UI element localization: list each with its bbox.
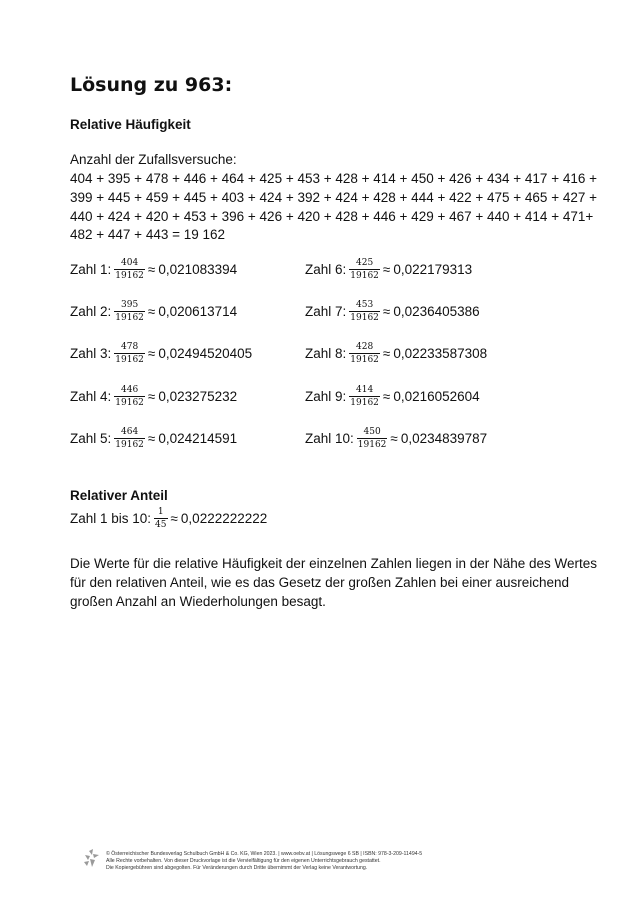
denominator: 19162 xyxy=(357,440,387,450)
row-label: Zahl 10: xyxy=(305,431,354,446)
numerator: 404 xyxy=(121,258,139,268)
sum-line: 440 + 424 + 420 + 453 + 396 + 426 + 420 + 428 + 446 + 429 + 467 + 440 + 414 + 471+ xyxy=(70,208,594,224)
fraction xyxy=(114,385,145,408)
frequency-row xyxy=(305,427,487,450)
approx-sign: ≈ xyxy=(170,511,178,526)
denominator: 45 xyxy=(155,520,167,530)
footer-line: Die Kopiergebühren sind abgegolten. Für Veränderungen durch Dritte übernimmt der Verlag keine Verantwortung. xyxy=(106,865,368,871)
row-label: Zahl 1 bis 10: xyxy=(70,511,152,526)
denominator: 19162 xyxy=(350,313,379,323)
conclusion-paragraph xyxy=(70,555,598,611)
fraction xyxy=(349,385,380,408)
denominator: 19162 xyxy=(115,355,144,365)
row-value: 0,0216052604 xyxy=(393,389,480,404)
approx-sign: ≈ xyxy=(147,304,156,319)
fraction xyxy=(114,342,145,365)
relative-share-row xyxy=(70,507,267,530)
paragraph-line: großen Anzahl an Wiederholungen besagt. xyxy=(70,593,326,609)
frequency-row xyxy=(305,385,480,408)
sum-line: 404 + 395 + 478 + 446 + 464 + 425 + 453 + 428 + 414 + 450 + 426 + 434 + 417 + 416 + xyxy=(70,171,597,186)
page-title: Lösung zu 963: xyxy=(70,74,233,96)
approx-sign: ≈ xyxy=(382,304,391,319)
denominator: 19162 xyxy=(350,398,379,408)
fraction xyxy=(349,258,380,281)
frequency-row xyxy=(70,258,237,281)
row-value: 0,023275232 xyxy=(158,389,238,404)
frequency-row xyxy=(70,385,237,408)
approx-sign: ≈ xyxy=(382,262,391,277)
approx-sign: ≈ xyxy=(382,389,391,404)
row-label: Zahl 8: xyxy=(305,346,347,361)
sum-line: 399 + 445 + 459 + 445 + 403 + 424 + 392 + 424 + 428 + 444 + 422 + 475 + 465 + 427 + xyxy=(70,189,597,205)
row-label: Zahl 9: xyxy=(305,389,347,404)
row-value: 0,0236405386 xyxy=(393,304,480,319)
row-label: Zahl 3: xyxy=(70,346,112,361)
row-label: Zahl 4: xyxy=(70,389,112,404)
frequency-row xyxy=(305,300,480,323)
footer-copyright xyxy=(106,851,422,872)
footer-line: © Österreichischer Bundesverlag Schulbuch GmbH & Co. KG, Wien 2023. | www.oebv.at | Lösungswege 6 SB | ISBN: 978-3-209-11494-5 xyxy=(106,851,423,857)
row-value: 0,02494520405 xyxy=(158,346,253,361)
row-value: 0,021083394 xyxy=(158,262,238,277)
frequency-row xyxy=(70,342,252,365)
fraction xyxy=(114,258,145,281)
numerator: 478 xyxy=(121,342,139,352)
row-label: Zahl 5: xyxy=(70,431,112,446)
denominator: 19162 xyxy=(350,355,379,365)
frequency-row xyxy=(305,342,487,365)
denominator: 19162 xyxy=(115,398,144,408)
frequency-row xyxy=(70,300,237,323)
row-label: Zahl 2: xyxy=(70,304,112,319)
fraction xyxy=(154,507,167,530)
numerator: 464 xyxy=(121,427,139,437)
fraction xyxy=(114,427,145,450)
oebv-logo-icon xyxy=(84,849,100,867)
numerator: 414 xyxy=(356,385,374,395)
frequency-row xyxy=(305,258,472,281)
fraction xyxy=(349,300,380,323)
row-value: 0,024214591 xyxy=(158,431,238,446)
numerator: 446 xyxy=(121,385,139,395)
row-value: 0,020613714 xyxy=(158,304,238,319)
paragraph-line: Die Werte für die relative Häufigkeit der einzelnen Zahlen liegen in der Nähe des Wertes xyxy=(70,556,598,571)
row-label: Zahl 7: xyxy=(305,304,347,319)
approx-sign: ≈ xyxy=(382,346,391,361)
row-label: Zahl 6: xyxy=(305,262,347,277)
denominator: 19162 xyxy=(115,271,144,281)
denominator: 19162 xyxy=(115,313,144,323)
numerator: 395 xyxy=(121,300,139,310)
sum-label: Anzahl der Zufallsversuche: xyxy=(70,152,237,167)
denominator: 19162 xyxy=(350,271,379,281)
numerator: 428 xyxy=(356,342,374,352)
sum-line: 482 + 447 + 443 = 19 162 xyxy=(70,227,226,243)
row-value: 0,02233587308 xyxy=(393,346,488,361)
approx-sign: ≈ xyxy=(147,262,156,277)
approx-sign: ≈ xyxy=(147,431,156,446)
row-value: 0,022179313 xyxy=(393,262,473,277)
row-label: Zahl 1: xyxy=(70,262,112,277)
sum-expression xyxy=(70,170,597,245)
numerator: 453 xyxy=(356,300,374,310)
numerator: 450 xyxy=(363,427,381,437)
row-value: 0,0222222222 xyxy=(180,511,268,526)
denominator: 19162 xyxy=(115,440,144,450)
fraction xyxy=(357,427,388,450)
approx-sign: ≈ xyxy=(390,431,398,446)
fraction xyxy=(349,342,380,365)
section-heading-relative-frequency: Relative Häufigkeit xyxy=(70,117,191,132)
numerator: 1 xyxy=(157,507,164,517)
approx-sign: ≈ xyxy=(147,389,156,404)
fraction xyxy=(114,300,145,323)
section-heading-relative-share: Relativer Anteil xyxy=(70,488,168,503)
paragraph-line: für den relativen Anteil, wie es das Gesetz der großen Zahlen bei einer ausreichend xyxy=(70,574,570,590)
footer-line: Alle Rechte vorbehalten. Von dieser Druckvorlage ist die Vervielfältigung für den eigenen Unterrichtsgebrauch gestattet. xyxy=(106,858,381,864)
numerator: 425 xyxy=(356,258,374,268)
row-value: 0,0234839787 xyxy=(400,431,488,446)
frequency-row xyxy=(70,427,237,450)
approx-sign: ≈ xyxy=(147,346,156,361)
